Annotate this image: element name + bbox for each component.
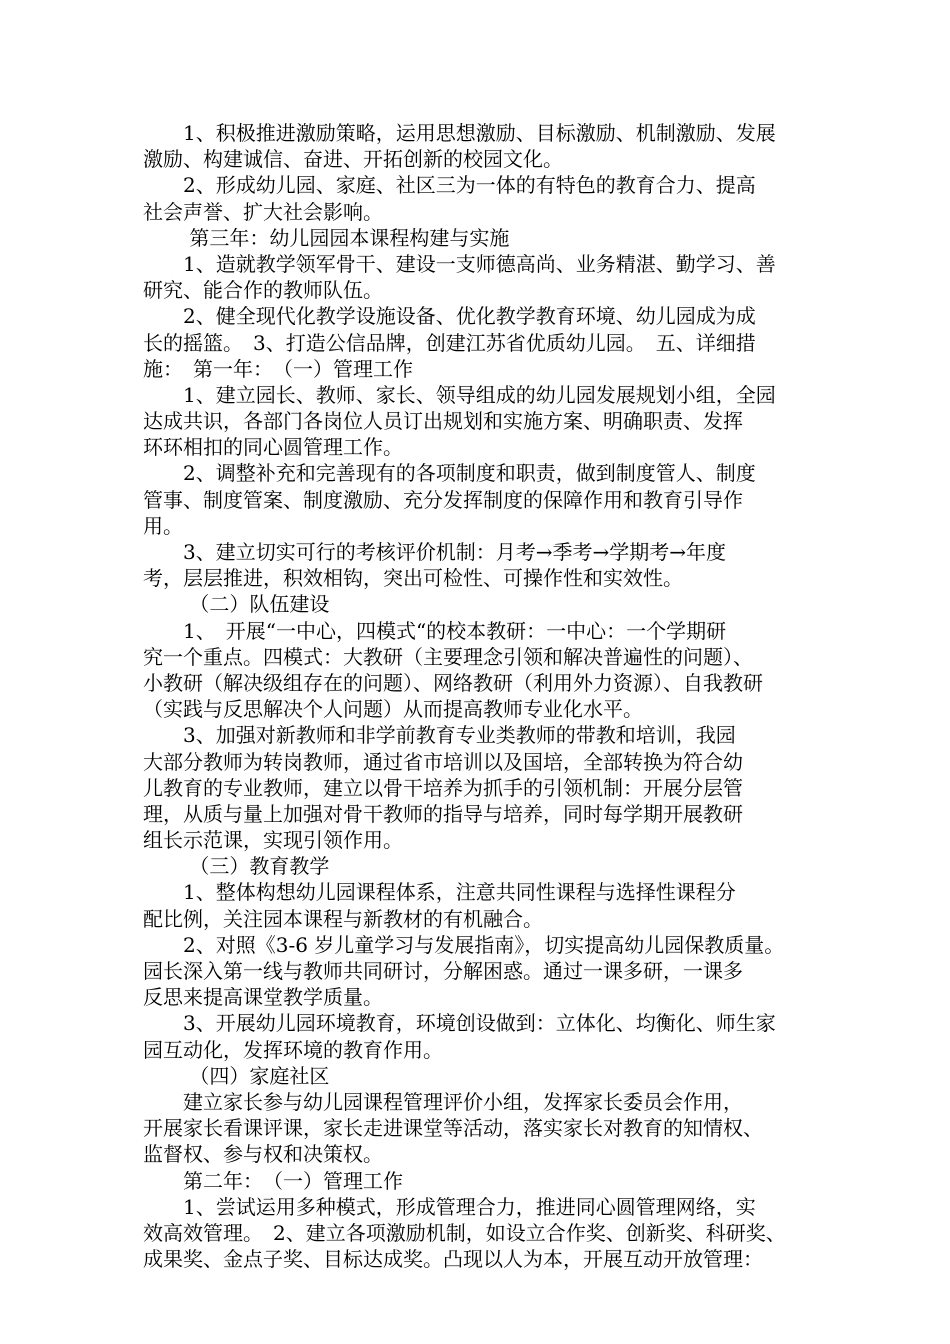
text-line: 效高效管理。 2、建立各项激励机制，如设立合作奖、创新奖、科研奖、 <box>143 1220 786 1245</box>
text-line: 管事、制度管案、制度激励、充分发挥制度的保障作用和教育引导作 <box>143 487 743 512</box>
text-line: 反思来提高课堂教学质量。 <box>143 985 383 1010</box>
text-line: 考，层层推进，积效相钩，突出可检性、可操作性和实效性。 <box>143 566 683 591</box>
section-heading: （三）教育教学 <box>143 854 330 879</box>
text-line: 配比例，关注园本课程与新教材的有机融合。 <box>143 906 543 931</box>
text-line: 达成共识，各部门各岗位人员订出规划和实施方案、明确职责、发挥 <box>143 409 743 434</box>
text-line: 2、对照《3-6 岁儿童学习与发展指南》，切实提高幼儿园保教质量。 <box>143 932 785 957</box>
text-line: 施： 第一年： （一）管理工作 <box>143 356 413 381</box>
text-line: 2、调整补充和完善现有的各项制度和职责，做到制度管人、制度 <box>143 461 756 486</box>
text-line: 小教研（解决级组存在的问题）、网络教研（利用外力资源）、自我教研 <box>143 670 763 695</box>
text-line: 1、整体构想幼儿园课程体系，注意共同性课程与选择性课程分 <box>143 880 736 905</box>
text-line: 1、造就教学领军骨干、建设一支师德高尚、业务精湛、勤学习、善 <box>143 251 776 276</box>
text-line: 社会声誉、扩大社会影响。 <box>143 199 383 224</box>
text-line: 1、 开展“一中心，四模式“的校本教研：一中心：一个学期研 <box>143 618 727 643</box>
text-line: 2、健全现代化教学设施设备、优化教学教育环境、幼儿园成为成 <box>143 304 756 329</box>
text-line: 用。 <box>143 513 183 538</box>
text-line: 2、形成幼儿园、家庭、社区三为一体的有特色的教育合力、提高 <box>143 173 756 198</box>
section-heading: （二）队伍建设 <box>143 592 330 617</box>
text-line: 建立家长参与幼儿园课程管理评价小组，发挥家长委员会作用， <box>143 1089 743 1114</box>
text-line: 究一个重点。四模式：大教研（主要理念引领和解决普遍性的问题）、 <box>143 644 753 669</box>
text-line: 成果奖、金点子奖、目标达成奖。凸现以人为本，开展互动开放管理： <box>143 1247 763 1272</box>
text-line: 园互动化，发挥环境的教育作用。 <box>143 1037 443 1062</box>
text-line: 监督权、参与权和决策权。 <box>143 1142 383 1167</box>
text-line: 1、尝试运用多种模式，形成管理合力，推进同心圆管理网络，实 <box>143 1194 756 1219</box>
text-line: 组长示范课，实现引领作用。 <box>143 828 403 853</box>
text-line: 理，从质与量上加强对骨干教师的指导与培养，同时每学期开展教研 <box>143 801 743 826</box>
text-line: 长的摇篮。 3、打造公信品牌，创建江苏省优质幼儿园。 五、详细措 <box>143 330 756 355</box>
text-line: 3、开展幼儿园环境教育，环境创设做到：立体化、均衡化、师生家 <box>143 1011 776 1036</box>
section-heading: （四）家庭社区 <box>143 1063 330 1088</box>
text-line: 园长深入第一线与教师共同研讨，分解困惑。通过一课多研，一课多 <box>143 959 743 983</box>
text-line: 儿教育的专业教师，建立以骨干培养为抓手的引领机制：开展分层管 <box>143 775 743 800</box>
text-line: 环环相扣的同心圆管理工作。 <box>143 435 403 460</box>
text-line: 激励、构建诚信、奋进、开拓创新的校园文化。 <box>143 147 563 172</box>
text-line: 1、建立园长、教师、家长、领导组成的幼儿园发展规划小组，全园 <box>143 382 776 407</box>
text-line: （实践与反思解决个人问题）从而提高教师专业化水平。 <box>143 697 643 722</box>
text-line: 1、积极推进激励策略，运用思想激励、目标激励、机制激励、发展 <box>143 121 776 145</box>
text-line: 3、建立切实可行的考核评价机制：月考→季考→学期考→年度 <box>143 540 726 564</box>
section-heading: 第二年： （一）管理工作 <box>143 1168 403 1193</box>
text-line: 大部分教师为转岗教师，通过省市培训以及国培，全部转换为符合幼 <box>143 749 743 774</box>
text-line: 3、加强对新教师和非学前教育专业类教师的带教和培训，我园 <box>143 723 736 748</box>
text-line: 开展家长看课评课，家长走进课堂等活动，落实家长对教育的知情权、 <box>143 1116 763 1141</box>
document-body <box>143 120 809 1272</box>
text-line: 研究、能合作的教师队伍。 <box>143 278 383 303</box>
section-heading: 第三年：幼儿园园本课程构建与实施 <box>143 225 510 250</box>
